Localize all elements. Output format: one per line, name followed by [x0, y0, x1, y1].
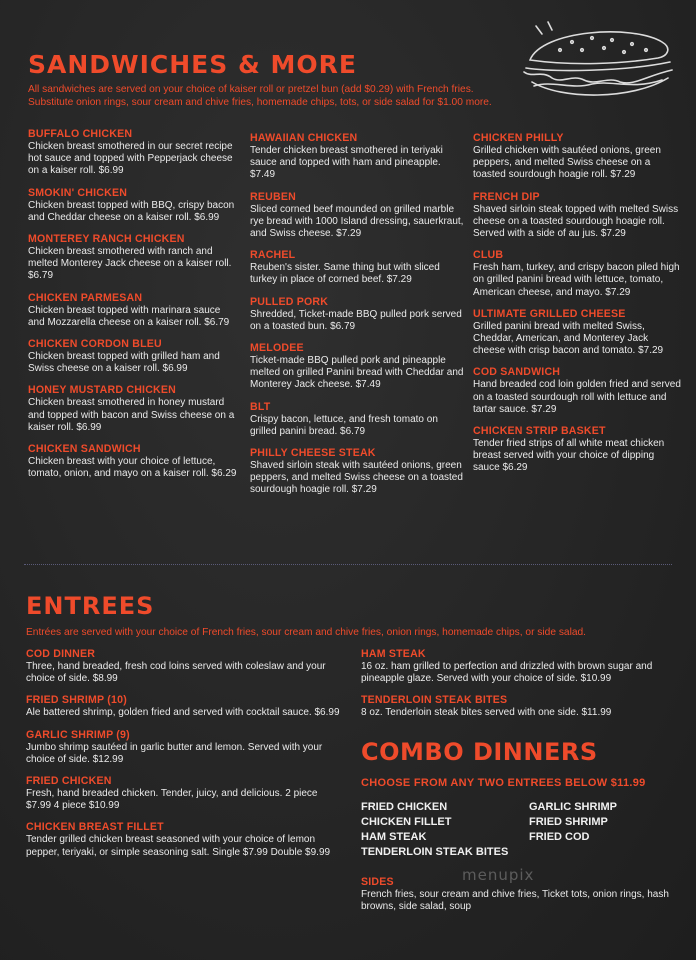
menu-item-description: Tender grilled chicken breast seasoned with your choice of lemon pepper, teriyaki, or simple seasoning salt. Single $7.99 Double $9.99	[26, 834, 331, 858]
menu-item	[473, 308, 683, 358]
menu-item-description: Grilled chicken with sautéed onions, green peppers, and melted Swiss cheese on a toasted sourdough hoagie roll. $7.29	[473, 145, 661, 181]
combo-item: FRIED CHICKEN	[361, 801, 448, 813]
sandwiches-intro-line-1: All sandwiches are served on your choice of kaiser roll or pretzel bun (add $0.29) with French fries.	[28, 84, 474, 95]
menu-item	[250, 296, 465, 333]
section-divider	[24, 564, 672, 565]
menu-item	[26, 694, 344, 719]
entrees-intro: Entrées are served with your choice of French fries, sour cream and chive fries, onion rings, homemade chips, or side salad.	[26, 627, 587, 638]
menu-item-description: Sliced corned beef mounded on grilled marble rye bread with 1000 Island dressing, sauerkraut, and Swiss cheese. $7.29	[250, 203, 464, 240]
menu-item-name: CHICKEN PARMESAN	[28, 291, 143, 304]
menu-item-description: Chicken breast topped with marinara sauce and Mozzarella cheese on a kaiser roll. $6.79	[28, 304, 230, 328]
menu-item	[26, 775, 344, 812]
menu-item	[28, 338, 238, 375]
sides-description: French fries, sour cream and chive fries, Ticket tots, onion rings, hash browns, side salad, soup	[361, 889, 669, 913]
menu-item-description: Three, hand breaded, fresh cod loins served with coleslaw and your choice of side. $8.99	[26, 661, 326, 685]
combo-list	[361, 801, 661, 859]
combo-item: CHICKEN FILLET	[361, 816, 452, 828]
menu-item-name: GARLIC SHRIMP (9)	[26, 728, 130, 741]
combo-item: FRIED COD	[529, 831, 590, 843]
menu-item-name: RACHEL	[250, 249, 296, 262]
menu-item-name: FRENCH DIP	[473, 190, 540, 203]
sandwiches-title: SANDWICHES & MORE	[28, 50, 357, 79]
menu-item	[28, 233, 238, 283]
menu-item-description: Grilled panini bread with melted Swiss, Cheddar, American, and Monterey Jack cheese with crisp bacon and tomato. $7.29	[473, 320, 664, 357]
menu-item-name: CHICKEN SANDWICH	[28, 443, 141, 456]
menu-item-name: ULTIMATE GRILLED CHEESE	[473, 307, 626, 320]
menu-item-name: BLT	[250, 400, 271, 413]
sandwiches-column-1	[28, 128, 238, 489]
menu-item-name: PULLED PORK	[250, 295, 329, 308]
menu-item-name: CLUB	[473, 249, 504, 262]
menu-item-description: Shaved sirloin steak topped with melted Swiss cheese on a toasted sourdough hoagie roll. Served with a side of au jus. $7.29	[473, 203, 679, 240]
menu-item	[250, 191, 465, 241]
menu-item	[361, 648, 671, 685]
menu-item-name: CHICKEN PHILLY	[473, 132, 564, 144]
menu-item-name: COD DINNER	[26, 648, 96, 660]
menu-item-description: 16 oz. ham grilled to perfection and drizzled with brown sugar and pineapple glaze. Served with your choice of side. $10.99	[361, 661, 653, 685]
sandwiches-column-2	[250, 132, 465, 506]
menu-item-description: Chicken breast topped with grilled ham and Swiss cheese on a kaiser roll. $6.99	[28, 351, 220, 375]
menu-item	[473, 366, 683, 416]
watermark-logo: menupix	[462, 866, 535, 884]
menu-item	[28, 292, 238, 329]
menu-item-name: CHICKEN STRIP BASKET	[473, 425, 606, 438]
menu-item	[473, 132, 683, 182]
menu-item-name: FRIED CHICKEN	[26, 775, 112, 788]
menu-item-name: HAWAIIAN CHICKEN	[250, 132, 358, 144]
menu-item-description: Chicken breast smothered in honey mustard and topped with bacon and Swiss cheese on a kaiser roll. $6.99	[28, 397, 235, 433]
menu-item-name: MONTEREY RANCH CHICKEN	[28, 233, 185, 246]
menu-item-name: CHICKEN BREAST FILLET	[26, 821, 164, 834]
menu-item	[473, 425, 683, 475]
menu-item-name: SMOKIN' CHICKEN	[28, 186, 128, 199]
menu-item-description: Ale battered shrimp, golden fried and served with cocktail sauce. $6.99	[26, 707, 340, 719]
menu-item-name: MELODEE	[250, 342, 304, 355]
sandwiches-column-3	[473, 132, 683, 484]
menu-item-name: REUBEN	[250, 190, 296, 203]
menu-item-description: Reuben's sister. Same thing but with sliced turkey in place of corned beef. $7.29	[250, 262, 440, 286]
combo-title: COMBO DINNERS	[361, 738, 598, 766]
sides-title: SIDES	[361, 876, 394, 888]
menu-item-name: TENDERLOIN STEAK BITES	[361, 694, 508, 707]
menu-item-description: Fresh ham, turkey, and crispy bacon piled high on grilled panini bread with lettuce, tomato, American cheese, and mayo. $7.29	[473, 262, 680, 298]
menu-item-description: 8 oz. Tenderloin steak bites served with one side. $11.99	[361, 707, 612, 719]
menu-item	[250, 132, 465, 182]
menu-item	[28, 443, 238, 480]
menu-item-description: Shaved sirloin steak with sautéed onions, green peppers, and melted Swiss cheese on a toasted sourdough hoagie roll. $7.29	[250, 460, 463, 496]
menu-item-description: Tender chicken breast smothered in teriyaki sauce and topped with ham and pineapple. $7.49	[250, 145, 443, 181]
entrees-column-1	[26, 648, 344, 868]
sandwich-illustration-icon	[512, 20, 682, 110]
menu-item-name: HAM STEAK	[361, 648, 426, 660]
menu-item-name: FRIED SHRIMP (10)	[26, 694, 127, 707]
menu-item-description: Chicken breast topped with BBQ, crispy bacon and Cheddar cheese on a kaiser roll. $6.99	[28, 199, 235, 223]
menu-item-name: BUFFALO CHICKEN	[28, 128, 133, 140]
menu-item	[26, 729, 344, 766]
menu-item-description: Chicken breast smothered with ranch and melted Monterey Jack cheese on a kaiser roll. $6.79	[28, 246, 232, 282]
menu-item-description: Tender fried strips of all white meat chicken breast served with your choice of dipping sauce $6.29	[473, 438, 665, 474]
menu-item	[28, 384, 238, 434]
menu-item-description: Chicken breast smothered in our secret recipe hot sauce and topped with Pepperjack cheese on a kaiser roll. $6.99	[28, 141, 233, 177]
combo-item: FRIED SHRIMP	[529, 816, 608, 828]
combo-item: TENDERLOIN STEAK BITES	[361, 846, 509, 858]
sandwiches-intro-line-2: Substitute onion rings, sour cream and chive fries, homemade chips, tots, or side salad for $1.00 more.	[28, 97, 492, 108]
menu-item-name: CHICKEN CORDON BLEU	[28, 338, 162, 351]
menu-item-description: Jumbo shrimp sautéed in garlic butter and lemon. Served with your choice of side. $12.99	[26, 741, 323, 765]
menu-item	[26, 648, 344, 685]
combo-item: HAM STEAK	[361, 831, 427, 843]
menu-item	[28, 128, 238, 178]
menu-item	[28, 187, 238, 224]
menu-item	[250, 447, 465, 497]
menu-item-description: Ticket-made BBQ pulled pork and pineapple melted on grilled Panini bread with Cheddar and Monterey Jack cheese. $7.49	[250, 355, 464, 391]
menu-item-description: Crispy bacon, lettuce, and fresh tomato on grilled panini bread. $6.79	[250, 413, 438, 437]
menu-item	[26, 821, 344, 858]
menu-item	[473, 249, 683, 299]
menu-item-name: COD SANDWICH	[473, 366, 561, 379]
menu-item-description: Chicken breast with your choice of lettuce, tomato, onion, and mayo on a kaiser roll. $6.29	[28, 456, 237, 480]
combo-subtitle: CHOOSE FROM ANY TWO ENTREES BELOW $11.99	[361, 777, 646, 789]
entrees-title: ENTREES	[26, 592, 155, 620]
menu-item-description: Shredded, Ticket-made BBQ pulled pork served on a toasted bun. $6.79	[250, 308, 462, 332]
menu-item	[250, 249, 465, 286]
menu-item	[250, 401, 465, 438]
entrees-column-2	[361, 648, 671, 729]
menu-item-description: Hand breaded cod loin golden fried and served on a toasted sourdough roll with lettuce and tartar sauce. $7.29	[473, 379, 681, 415]
combo-item: GARLIC SHRIMP	[529, 801, 617, 813]
menu-item-description: Fresh, hand breaded chicken. Tender, juicy, and delicious. 2 piece $7.99 4 piece $10.99	[26, 788, 318, 812]
menu-item	[473, 191, 683, 241]
menu-item-name: HONEY MUSTARD CHICKEN	[28, 384, 177, 397]
menu-item-name: PHILLY CHEESE STEAK	[250, 447, 376, 460]
menu-item	[361, 694, 671, 719]
menu-item	[250, 342, 465, 392]
